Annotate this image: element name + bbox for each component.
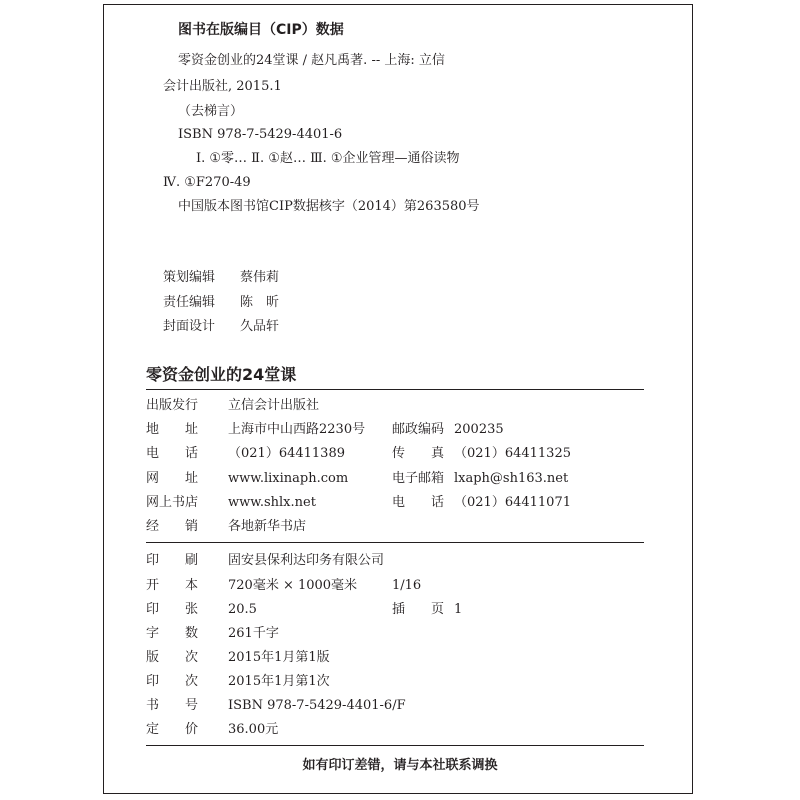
cip-line-4: ISBN 978-7-5429-4401-6: [178, 127, 343, 142]
cip-line-3: （去梯言）: [178, 104, 244, 119]
cip-heading: 图书在版编目（CIP）数据: [178, 22, 344, 38]
section-rule: [146, 542, 644, 543]
value-website: www.lixinaph.com: [228, 471, 349, 486]
credit-label-planning: 策划编辑: [163, 270, 216, 285]
credit-value-cover: 久品轩: [240, 319, 280, 334]
value-publish: 立信会计出版社: [228, 398, 320, 413]
cip-line-2: 会计出版社, 2015.1: [163, 79, 282, 94]
value-isbn: ISBN 978-7-5429-4401-6/F: [228, 698, 406, 713]
cip-line-5: Ⅰ. ①零… Ⅱ. ①赵… Ⅲ. ①企业管理—通俗读物: [196, 151, 460, 166]
value-insert: 1: [454, 602, 463, 617]
value-price: 36.00元: [228, 722, 279, 737]
value-store: www.shlx.net: [228, 495, 316, 510]
value-phone2: （021）64411071: [454, 495, 571, 510]
label-price: 定 价: [146, 722, 199, 737]
value-impression: 2015年1月第1次: [228, 674, 330, 689]
label-email: 电子邮箱: [392, 471, 445, 486]
value-words: 261千字: [228, 626, 279, 641]
value-postcode: 200235: [454, 422, 504, 437]
label-fax: 传 真: [392, 446, 445, 461]
label-edition: 版 次: [146, 650, 199, 665]
label-isbn: 书 号: [146, 698, 199, 713]
value-phone: （021）64411389: [228, 446, 345, 461]
value-address: 上海市中山西路2230号: [228, 422, 366, 437]
credit-value-editor: 陈 昕: [240, 295, 280, 310]
value-format: 720毫米 × 1000毫米: [228, 578, 358, 593]
label-phone2: 电 话: [392, 495, 445, 510]
label-format: 开 本: [146, 578, 199, 593]
value-email: lxaph@sh163.net: [454, 471, 569, 486]
credit-label-editor: 责任编辑: [163, 295, 216, 310]
label-distributor: 经 销: [146, 519, 199, 534]
label-words: 字 数: [146, 626, 199, 641]
label-postcode: 邮政编码: [392, 422, 445, 437]
value-fax: （021）64411325: [454, 446, 571, 461]
value-edition: 2015年1月第1版: [228, 650, 330, 665]
label-phone: 电 话: [146, 446, 199, 461]
title-rule: [146, 389, 644, 390]
label-impression: 印 次: [146, 674, 199, 689]
value-format-size: 1/16: [392, 578, 422, 593]
label-sheets: 印 张: [146, 602, 199, 617]
cip-line-7: 中国版本图书馆CIP数据核字（2014）第263580号: [178, 199, 480, 214]
cip-line-1: 零资金创业的24堂课 / 赵凡禹著. -- 上海: 立信: [178, 53, 445, 68]
label-website: 网 址: [146, 471, 199, 486]
label-insert: 插 页: [392, 602, 445, 617]
footer-rule: [146, 745, 644, 746]
label-publish: 出版发行: [146, 398, 199, 413]
label-address: 地 址: [146, 422, 199, 437]
value-distributor: 各地新华书店: [228, 519, 307, 534]
label-store: 网上书店: [146, 495, 199, 510]
value-sheets: 20.5: [228, 602, 257, 617]
book-title: 零资金创业的24堂课: [146, 365, 297, 384]
label-print: 印 刷: [146, 553, 199, 568]
value-print: 固安县保利达印务有限公司: [228, 553, 385, 568]
credit-label-cover: 封面设计: [163, 319, 216, 334]
credit-value-planning: 蔡伟莉: [240, 270, 280, 285]
cip-line-6: Ⅳ. ①F270-49: [163, 175, 251, 190]
footer-note: 如有印订差错，请与本社联系调换: [302, 758, 498, 773]
